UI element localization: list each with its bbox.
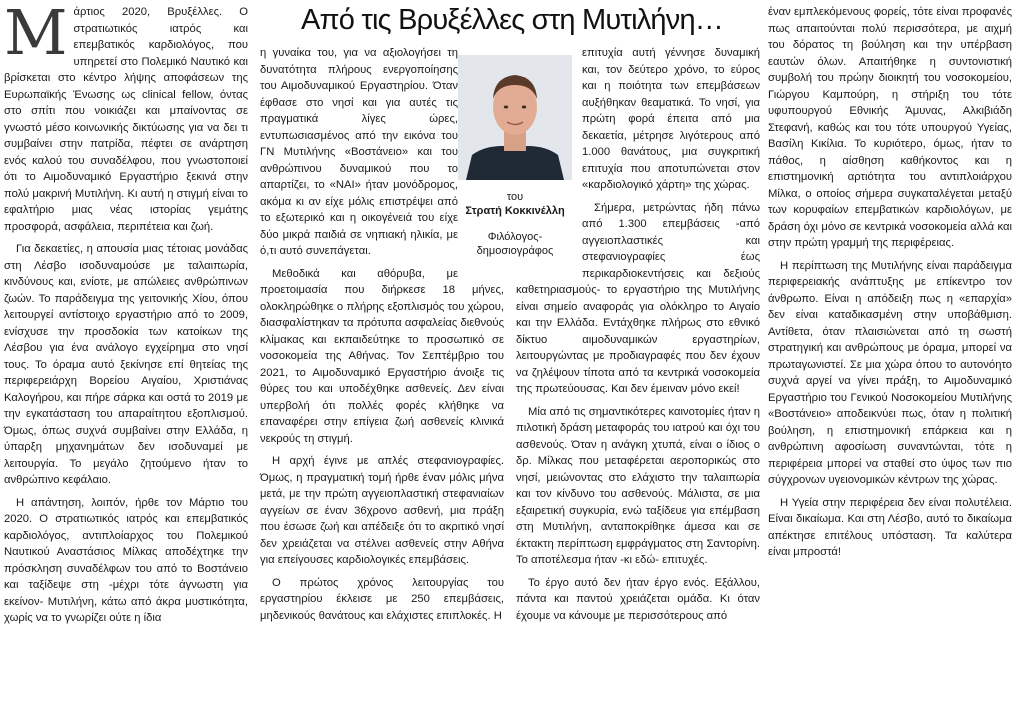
byline-name: Στρατή Κοκκινέλλη bbox=[465, 205, 565, 217]
paragraph: επιτυχία αυτή γέννησε δυναμική και, τον δεύτερο χρόνο, το εύρος και η ποιότητα των επεμβάσεων αυξήθηκαν θεαματικά. Το νησί, για πρώτη φορά έπειτα από μια δεκαετία, μέτρησε λιγότερους από 1.000 θανάτους, μια συγκριτική επιτυχία που αποτυπώνεται στον «καρδιολογικό χάρτη» της χώρας. bbox=[582, 47, 760, 191]
article-headline: Από τις Βρυξέλλες στη Μυτιλήνη… bbox=[301, 4, 723, 36]
paragraph: Η αρχή έγινε με απλές στεφανιογραφίες. Όμως, η πραγματική τομή ήρθε έναν μόλις μήνα μετά, με την πρώτη αγγειοπλαστική στεφανιαίων αγγείων σε έναν 36χρονο ασθενή, μια πράξη που έσωσε ζωή και απέδειξε ότι το ακριτικό νησί δεν χρειάζεται να στέλνει ασθενείς στην Αθήνα για επείγουσες καρδιολογικές επεμβάσεις. bbox=[260, 455, 504, 566]
article-column-3 bbox=[516, 45, 760, 630]
paragraph: Για δεκαετίες, η απουσία μιας τέτοιας μονάδας στη Λέσβο ισοδυναμούσε με ταλαιπωρία, κινδύνους και, ενίοτε, με απώλειες ανθρώπινων ζωών. Το παράδειγμα της γειτονικής Χίου, όπου λειτουργεί αντίστοιχο εργαστήριο από το 2009, ενίσχυσε την προσδοκία των κατοίκων της Λέσβου για ένα ανάλογο εγχείρημα στο νησί τους. Το όραμα αυτό ξεκίνησε επί θητείας της περιφερειάρχη Βορείου Αιγαίου, Χριστιάνας Καλογήρου, και πήρε σάρκα και οστά το 2019 με την εγκατάσταση του απαραίτητου εξοπλισμού. Όμως, όπως συχνά συμβαίνει στην Ελλάδα, η ύπαρξη μηχανημάτων δεν ισοδυναμεί με λειτουργία. Το μεγάλο ζητούμενο ήταν το ανθρώπινο κεφάλαιο. bbox=[4, 243, 248, 486]
article-column-1 bbox=[4, 0, 248, 633]
byline-role: Φιλόλογος- δημοσιογράφος bbox=[476, 231, 554, 257]
paragraph: Μεθοδικά και αθόρυβα, με προετοιμασία που διήρκεσε 18 μήνες, ολοκληρώθηκε ο πλήρης εξοπλισμός του χώρου, διασφαλίστηκαν τα πρότυπα ασφαλείας διεθνούς κλίμακας και εκπαιδεύτηκε το προσωπικό σε νοσοκομεία της Αθήνας. Τον Σεπτέμβριο του 2021, το Αιμοδυναμικό Εργαστήριο άνοιξε τις θύρες του και υποδέχθηκε ασθενείς. Δεν είναι υπερβολή ότι πολλές φορές κλήθηκε να επαναφέρει στην επίγεια ζωή ασθενείς κλινικά νεκρούς τη στιγμή. bbox=[260, 267, 504, 445]
dropcap: Μ bbox=[4, 0, 68, 69]
paragraph: Μία από τις σημαντικότερες καινοτομίες ήταν η πιλοτική δράση μεταφοράς του ιατρού και όχι του ασθενούς. Όταν η ανάγκη χτυπά, είναι ο ίδιος ο δρ. Μίλκας που μεταφέρεται αεροπορικώς στο νησί, μειώνοντας στο ελάχιστο την ταλαιπωρία και τον κίνδυνο του ασθενούς. Μάλιστα, σε μια εξαιρετική συγκυρία, ενώ ταξίδευε για επέμβαση στη Μυτιλήνη, ανταποκρίθηκε άμεσα και σε έκτακτη περίπτωση εμφράγματος στη Σαντορίνη. Το αποτέλεσμα ήταν -κι εδώ- επιτυχές. bbox=[516, 405, 760, 566]
article-column-4 bbox=[768, 4, 1012, 567]
paragraph: Η περίπτωση της Μυτιλήνης είναι παράδειγμα περιφερειακής ανάπτυξης με επίκεντρο τον άνθρωπο. Είναι η απόδειξη πως η «επαρχία» δεν είναι καταδικασμένη στην υποβάθμιση. Αντίθετα, όταν πλαισιώνεται από τη σωστή στρατηγική και ανθρώπους με όραμα, μπορεί να πρωταγωνιστεί. Σε μια χώρα όπου το αυτονόητο συχνά αργεί να γίνει πράξη, το Αιμοδυναμικό Εργαστήριο του Γενικού Νοσοκομείου Μυτιλήνης «Βοστάνειο» αποδεικνύει πως, όταν η πολιτική βούληση, η επιστημονική επάρκεια και η ανθρώπινη αφοσίωση συναντώνται, τότε η περιφέρεια μπορεί να σταθεί στο ύψος των πιο σύγχρονων υγειονομικών κέντρων της χώρας. bbox=[768, 259, 1012, 486]
paragraph: η γυναίκα του, για να αξιολογήσει τη δυνατότητα πλήρους ενεργοποίησης του Αιμοδυναμικού Εργαστηρίου. Όταν έφθασε στο νησί και για αυτές τις πραγματικά λίγες ώρες, εντυπωσιασμένος από την εικόνα του ΓΝ Μυτιλήνης «Βοστάνειο» και του ανθρώπινου δυναμικού που το απαρτίζει, το «ΝΑΙ» ήταν μονόδρομος, ακόμα κι αν είχε μόλις επιστρέψει από το εξωτερικό και η οικογένειά του είχε δύο μικρά παιδιά σε νηπιακή ηλικία, με ό,τι αυτό συνεπάγεται. bbox=[260, 47, 458, 257]
paragraph: Η απάντηση, λοιπόν, ήρθε τον Μάρτιο του 2020. Ο στρατιωτικός ιατρός και επεμβατικός καρδιολόγος, αντιπλοίαρχος του Πολεμικού Ναυτικού Αναστάσιος Μίλκας αποδέχτηκε την πρόσκληση συναδέλφων του από το Βοστάνειο και ταξίδεψε στη -μέχρι τότε άγνωστη για εκείνον- Μυτιλήνη, κάτω από άκρα μυστικότητα, χωρίς να το γνωρίζει ούτε η ίδια bbox=[4, 496, 248, 624]
paragraph: Το έργο αυτό δεν ήταν έργο ενός. Εξάλλου, πάντα και παντού χρειάζεται ομάδα. Κι όταν έχουμε να κάνουμε με περισσότερους από bbox=[516, 576, 760, 622]
paragraph: Η Υγεία στην περιφέρεια δεν είναι πολυτέλεια. Είναι δικαίωμα. Και στη Λέσβο, αυτό το δικαίωμα απέκτησε επιτέλους υπόσταση. Τα καλύτερα είναι μπροστά! bbox=[768, 496, 1012, 558]
paragraph: Σήμερα, μετρώντας ήδη πάνω από 1.300 επεμβάσεις -από αγγειοπλαστικές και στεφανιογραφίες έως περικαρδιοκεντήσεις και δεξιούς καθετηριασμούς- το εργαστήριο της Μυτιλήνης είναι σημείο αναφοράς για ολόκληρο το Αιγαίο και την Ελλάδα. Εντάχθηκε πλήρως στο εθνικό δίκτυο αιμοδυναμικών εργαστηρίων, λειτουργώντας με προδιαγραφές που δεν έχουν να ζηλέψουν τίποτα από τα κεντρικά νοσοκομεία της πρωτεύουσας. Και δεν έμειναν μόνο εκεί! bbox=[516, 201, 760, 395]
paragraph: Μάρτιος 2020, Βρυξέλλες. Ο στρατιωτικός ιατρός και επεμβατικός καρδιολόγος, που υπηρετεί στο Πολεμικό Ναυτικό και βρίσκεται στο κέντρο λήψης αποφάσεων της Ευρωπαϊκής Ένωσης ως clinical fellow, όντας στο σπίτι που νοικιάζει και μπαίνοντας σε γνωστό μέσο κοινωνικής δικτύωσης για να δει τι συμβαίνει στην πατρίδα, πέφτει σε ανάρτηση ενός καλού του συναδέλφου, που γνωστοποιεί ότι το Αιμοδυναμικό Εργαστήριο ξεκινά στην πολύ μακρινή Μυτιλήνη. Κι αυτή η στιγμή είναι το εφαλτήριο μιας νέας ιστορίας γεμάτης προσφορά, ασφάλεια, περιπέτεια και ζωή. bbox=[4, 0, 248, 233]
paragraph: έναν εμπλεκόμενους φορείς, τότε είναι προφανές πως απαιτούνται πολύ περισσότερα, με αιχμή του δόρατος τη βούληση και την υπέρβαση εαυτών όλων. Απαιτήθηκε η συντονιστική συμβολή του πρώην διοικητή του νοσοκομείου, Γιώργου Καμπούρη, η στήριξη του τότε υφυπουργού Εθνικής Άμυνας, Αλκιβιάδη Στεφανή, καθώς και του τότε υπουργού Υγείας, Βασίλη Κικίλια. Το κυριότερο, όμως, ήταν το πάθος, η αίσθηση καθήκοντος και η επιστημονική αρτιότητα του αντιπλοιάρχου Μίλκα, ο οποίος σήμερα συγκαταλέγεται μεταξύ των κορυφαίων επεμβατικών καρδιολόγων, με δράση όχι μόνο σε κεντρικά νοσοκομεία αλλά και στην πρώτη γραμμή της περιφέρειας. bbox=[768, 6, 1012, 249]
article-column-2 bbox=[260, 45, 504, 630]
paragraph: Ο πρώτος χρόνος λειτουργίας του εργαστηρίου έκλεισε με 250 επεμβάσεις, μηδενικούς θανάτους και ελάχιστες επιπλοκές. Η bbox=[260, 576, 504, 622]
byline-prefix: του bbox=[506, 191, 524, 203]
